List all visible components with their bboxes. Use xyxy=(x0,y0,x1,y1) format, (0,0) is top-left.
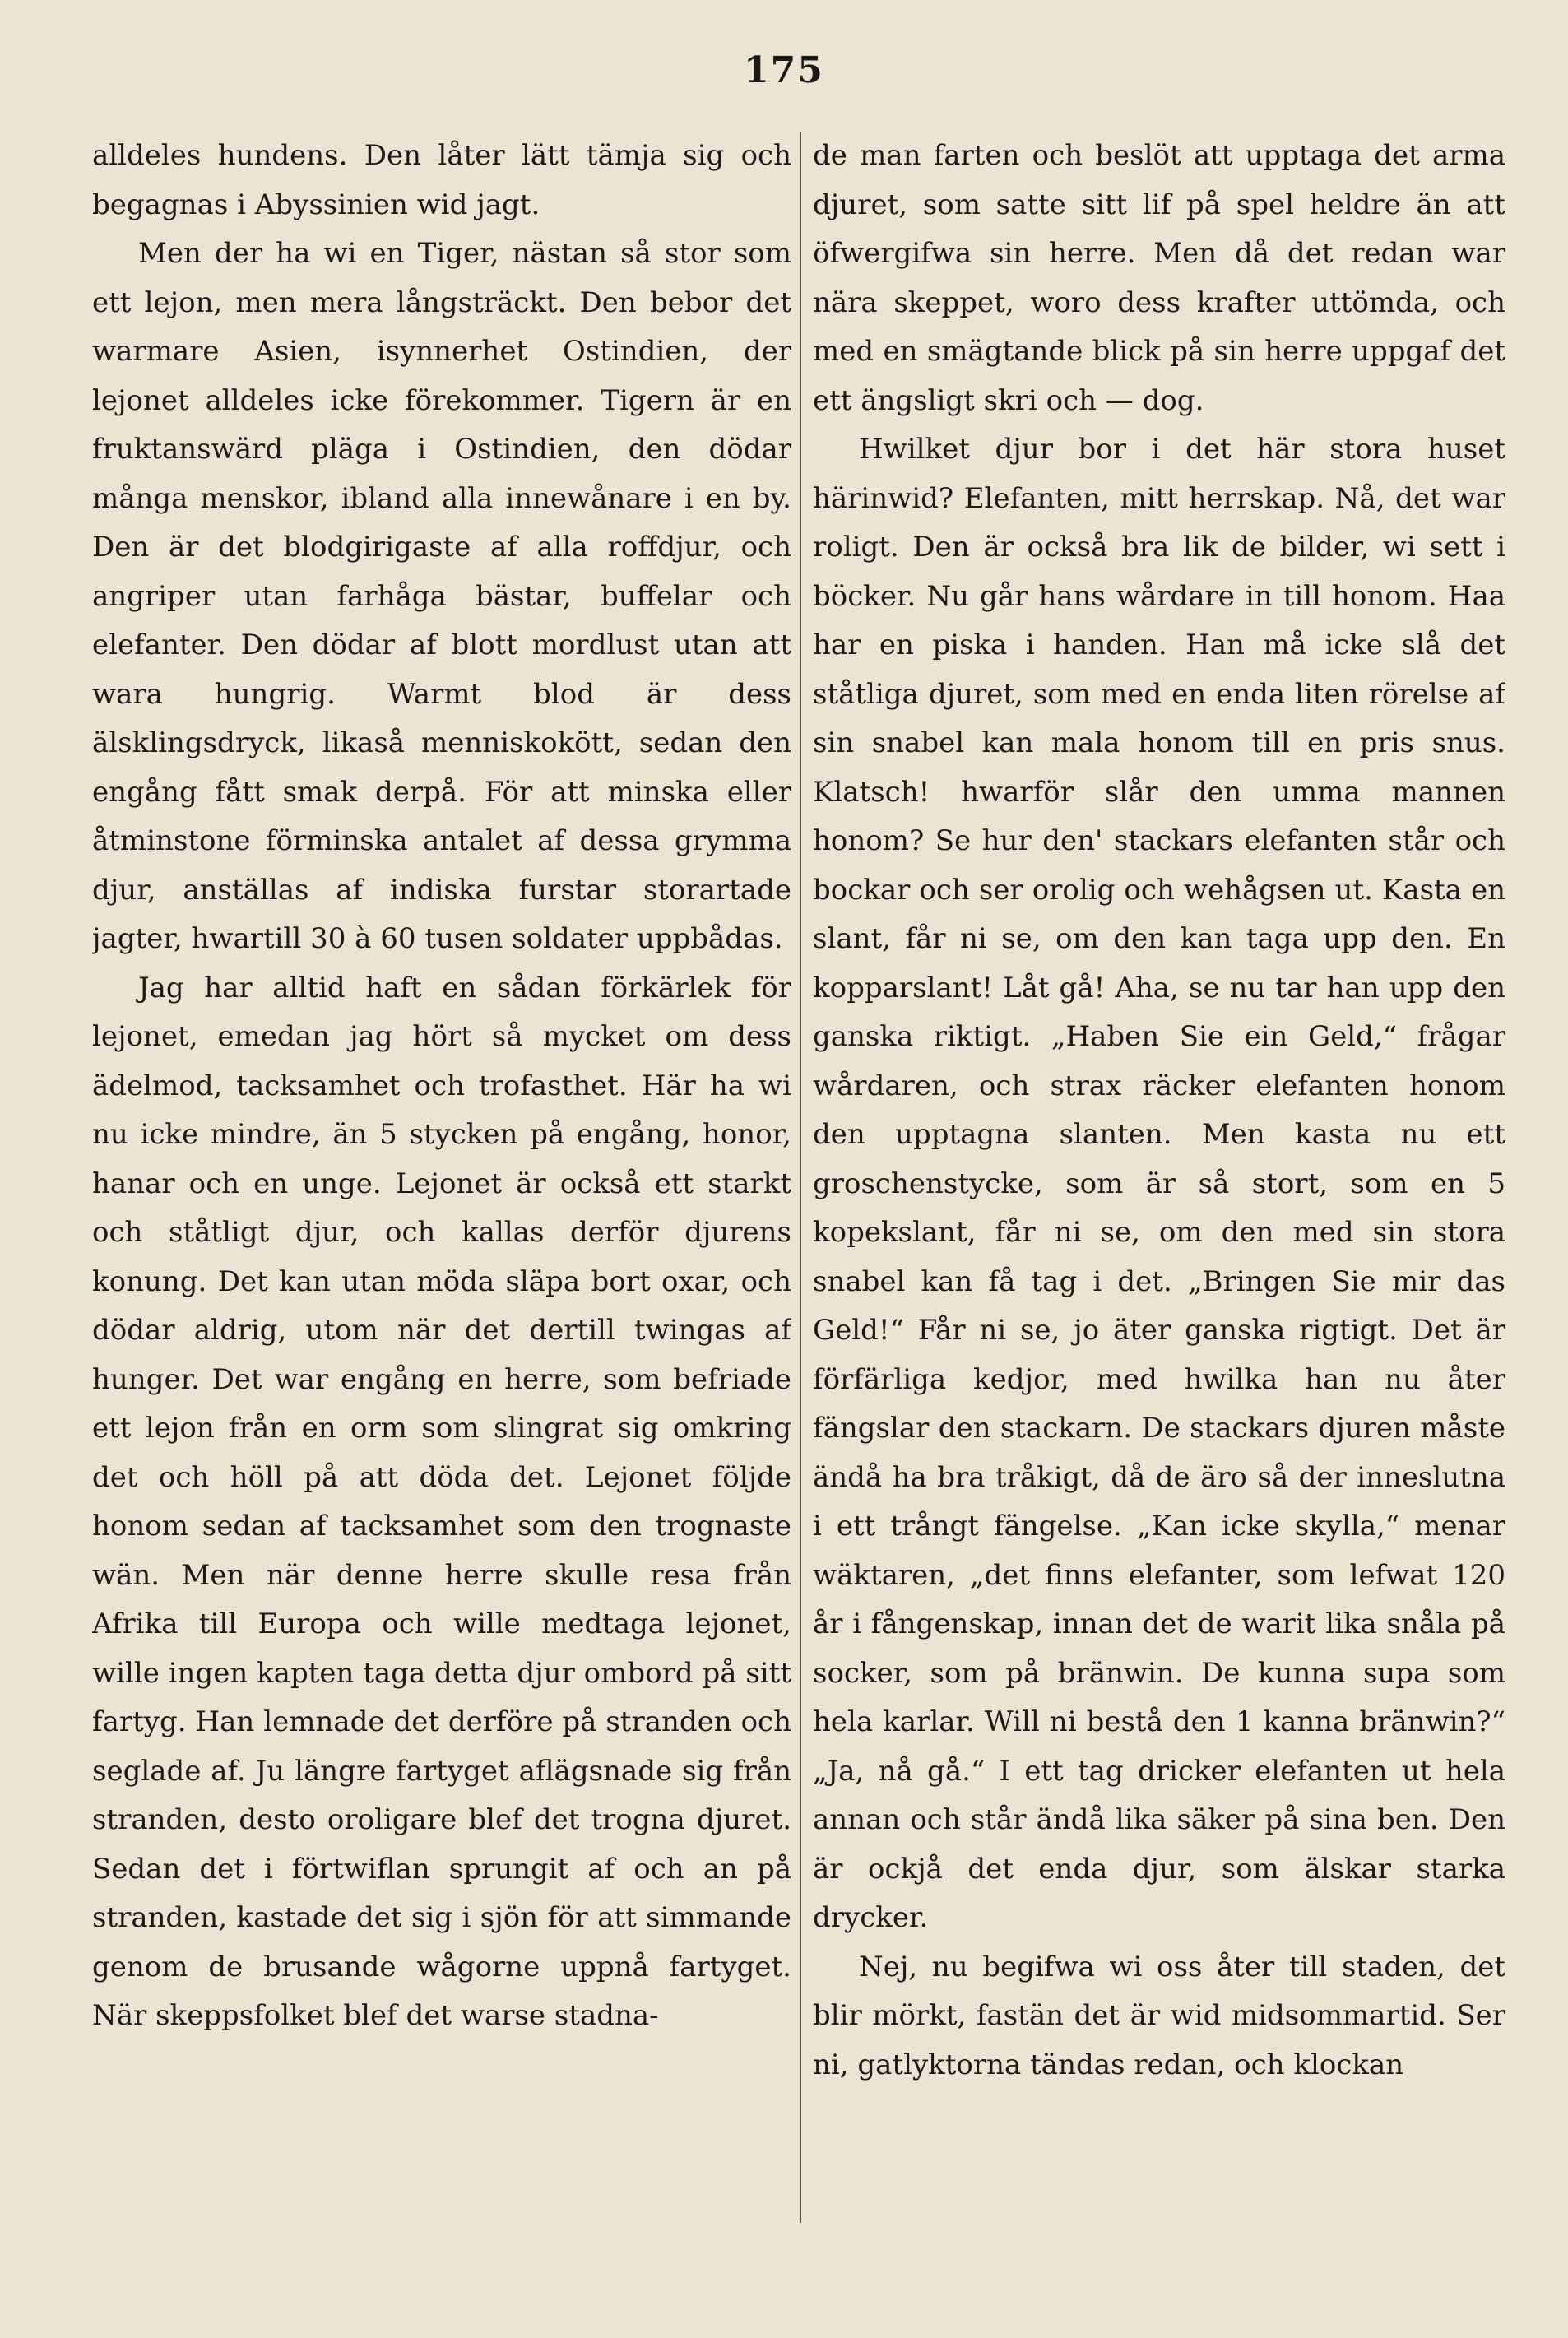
paragraph: Men der ha wi en Tiger, nästan så stor som ett lejon, men mera långsträckt. Den bebor det warmare Asien, isynnerhet Ostindien, der lejonet alldeles icke förekommer. Tigern är en fruktanswärd pläga i Ostindien, den dödar många menskor, ibland alla innewånare i en by. Den är det blodgirigaste af alla roffdjur, och angriper utan farhåga bästar, buffelar och elefanter. Den dödar af blott mordlust utan att wara hungrig. Warmt blod är dess älsklingsdryck, likaså menniskokött, sedan den engång fått smak derpå. För att minska eller åtminstone förminska antalet af dessa grymma djur, anställas af indiska furstar storartade jagter, hwartill 30 à 60 tusen soldater uppbådas. xyxy=(92,237,791,955)
paragraph: Nej, nu begifwa wi oss åter till staden, det blir mörkt, fastän det är wid midsommartid. Ser ni, gatlyktorna tändas redan, och klockan xyxy=(813,1950,1505,2081)
paragraph: Hwilket djur bor i det här stora huset härinwid? Elefanten, mitt herrskap. Nå, det war roligt. Den är också bra lik de bilder, wi sett i böcker. Nu går hans wårdare in till honom. Haa har en piska i handen. Han må icke slå det ståtliga djuret, som med en enda liten rörelse af sin snabel kan mala honom till en pris snus. Klatsch! hwarför slår den umma mannen honom? Se hur den' stackars elefanten står och bockar och ser orolig och wehågsen ut. Kasta en slant, får ni se, om den kan taga upp den. En kopparslant! Låt gå! Aha, se nu tar han upp den ganska riktigt. „Haben Sie ein Geld,“ frågar wårdaren, och strax räcker elefanten honom den upptagna slanten. Men kasta nu ett groschenstycke, som är så stort, som en 5 kopekslant, får ni se, om den med sin stora snabel kan få tag i det. „Bringen Sie mir das Geld!“ Får ni se, jo äter ganska rigtigt. Det är förfärliga kedjor, med hwilka han nu åter fängslar den stackarn. De stackars djuren måste ändå ha bra tråkigt, då de äro så der inneslutna i ett trångt fängelse. „Kan icke skylla,“ menar wäktaren, „det finns elefanter, som lefwat 120 år i fångenskap, innan det de warit lika snåla på socker, som på bränwin. De kunna supa som hela karlar. Will ni bestå den 1 kanna bränwin?“ „Ja, nå gå.“ I ett tag dricker elefanten ut hela annan och står ändå lika säker på sina ben. Den är ockjå det enda djur, som älskar starka drycker. xyxy=(813,433,1505,1934)
page-number: 175 xyxy=(744,49,824,91)
left-column xyxy=(92,132,791,2223)
right-column xyxy=(800,132,1505,2223)
paragraph: Jag har alltid haft en sådan förkärlek för lejonet, emedan jag hört så mycket om dess ädelmod, tacksamhet och trofasthet. Här ha wi nu icke mindre, än 5 stycken på engång, honor, hanar och en unge. Lejonet är också ett starkt och ståtligt djur, och kallas derför djurens konung. Det kan utan möda släpa bort oxar, och dödar aldrig, utom när det dertill twingas af hunger. Det war engång en herre, som befriade ett lejon från en orm som slingrat sig omkring det och höll på att döda det. Lejonet följde honom sedan af tacksamhet som den trognaste wän. Men när denne herre skulle resa från Afrika till Europa och wille medtaga lejonet, wille ingen kapten taga detta djur ombord på sitt fartyg. Han lemnade det derföre på stranden och seglade af. Ju längre fartyget aflägsnade sig från stranden, desto oroligare blef det trogna djuret. Sedan det i förtwiflan sprungit af och an på stranden, kastade det sig i sjön för att simmande genom de brusande wågorne uppnå fartyget. När skeppsfolket blef det warse stadna- xyxy=(92,971,791,2032)
paragraph: de man farten och beslöt att upptaga det arma djuret, som satte sitt lif på spel heldre än att öfwergifwa sin herre. Men då det redan war nära skeppet, woro dess krafter uttömda, och med en smägtande blick på sin herre uppgaf det ett ängsligt skri och — dog. xyxy=(813,139,1505,417)
paragraph: alldeles hundens. Den låter lätt tämja sig och begagnas i Abyssinien wid jagt. xyxy=(92,139,791,221)
